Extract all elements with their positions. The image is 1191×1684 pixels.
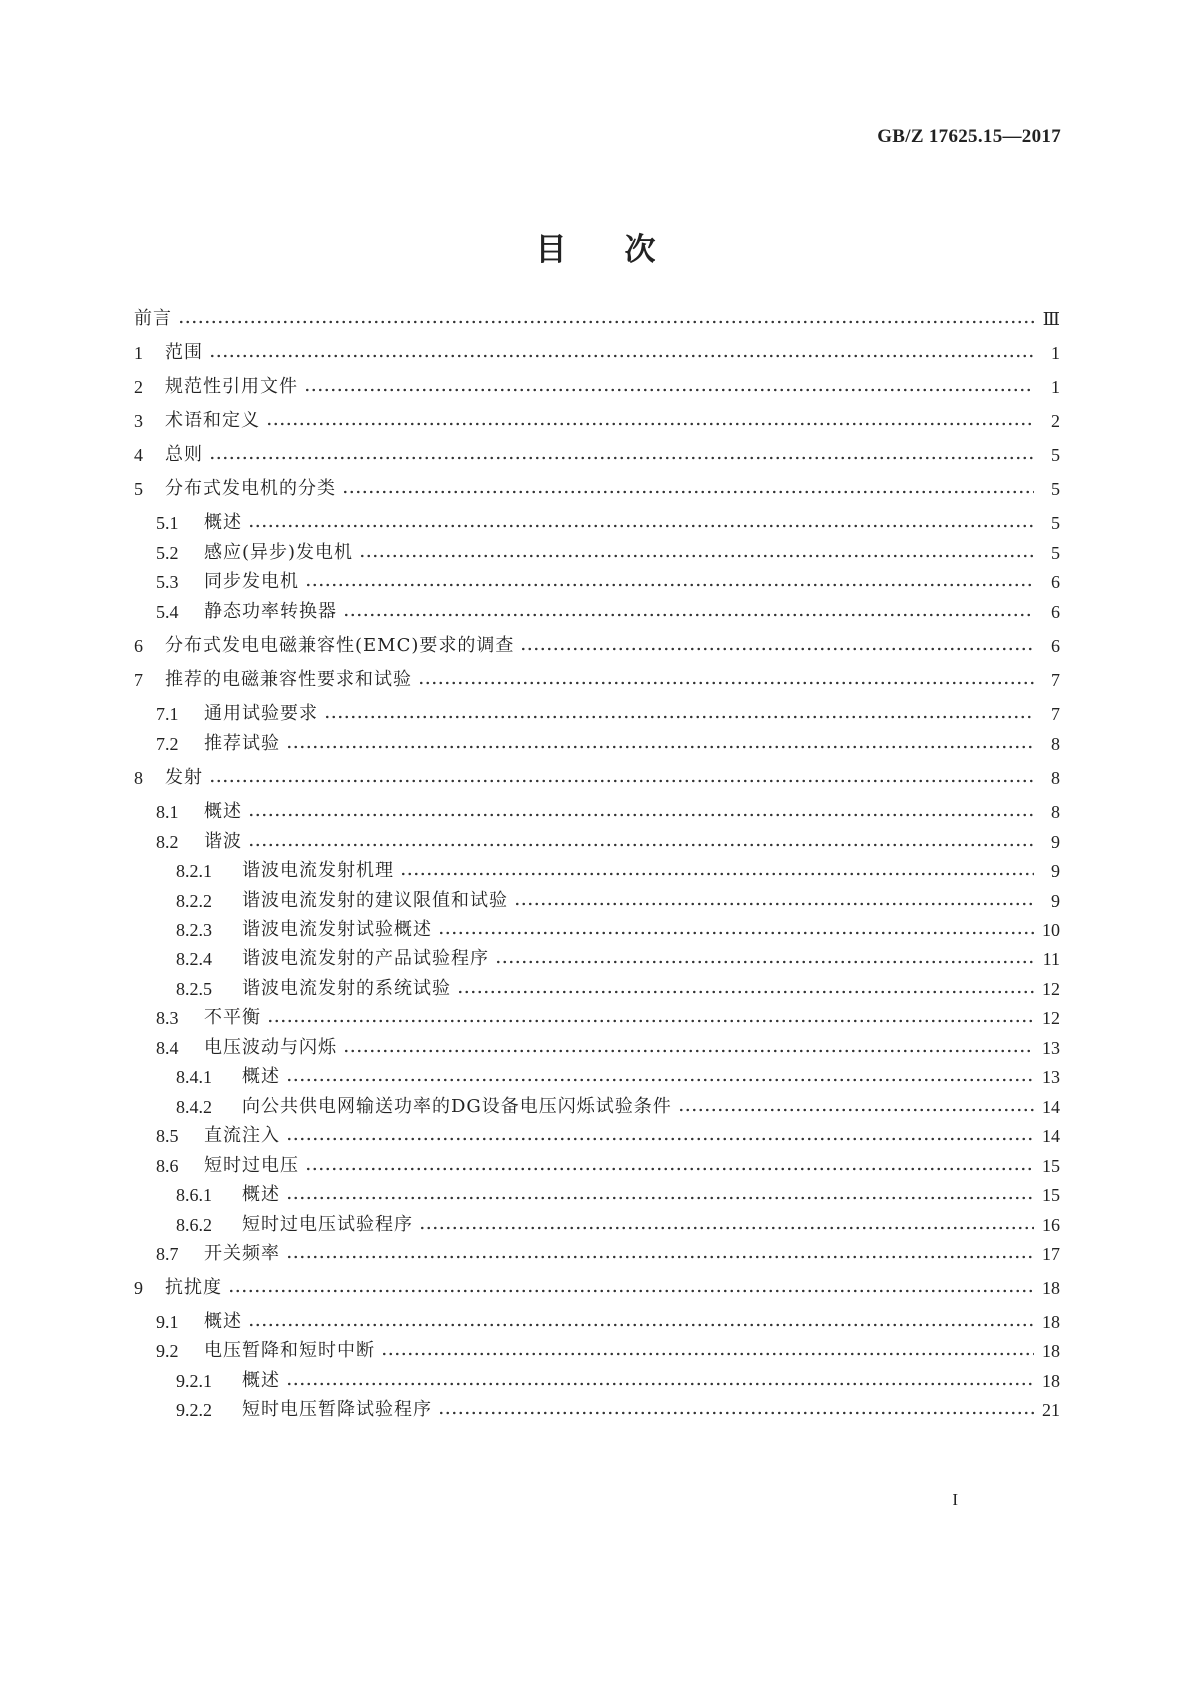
toc-entry-number: 4 [134,445,143,465]
toc-entry[interactable] [156,597,1060,627]
toc-entry[interactable] [176,1395,1060,1425]
toc-entry[interactable] [134,372,1060,402]
toc-entry-label: 短时电压暂降试验程序 [242,1399,432,1420]
dot-leader [457,983,1034,1001]
page-title: 目次 [535,232,714,268]
dot-leader [343,606,1034,624]
toc-entry-number: 5.2 [156,543,179,563]
dot-leader [520,640,1034,658]
toc-entry-number: 7.1 [156,704,179,724]
toc-entry-page: Ⅲ [1042,309,1060,329]
toc-entry[interactable] [176,886,1060,916]
toc-entry-page: 18 [1042,1312,1060,1332]
dot-leader [266,415,1034,433]
toc-entry-label: 总则 [165,444,203,465]
toc-entry-number: 6 [134,636,143,656]
dot-leader [248,806,1034,824]
toc-entry-number: 8.2.4 [176,949,212,969]
toc-entry[interactable] [156,1151,1060,1181]
toc-entry-number: 2 [134,377,143,397]
dot-leader [438,1404,1034,1422]
toc-entry-label: 概述 [204,1311,242,1332]
dot-leader [678,1101,1034,1119]
toc-entry-number: 5.3 [156,572,179,592]
toc-entry[interactable] [134,763,1060,793]
toc-entry-number: 8.4 [156,1038,179,1058]
toc-entry[interactable] [134,1273,1060,1303]
toc-entry-label: 分布式发电电磁兼容性(EMC)要求的调查 [165,635,515,656]
toc-entry-page: 18 [1042,1371,1060,1391]
toc-entry[interactable] [134,440,1060,470]
toc-entry[interactable] [176,944,1060,974]
toc-entry-number: 9.2.1 [176,1371,212,1391]
toc-entry-number: 8.6.2 [176,1215,212,1235]
dot-leader [209,772,1034,790]
toc-entry-page: 18 [1042,1341,1060,1361]
dot-leader [267,1012,1034,1030]
toc-entry-number: 9 [134,1278,143,1298]
toc-entry-number: 8.4.2 [176,1097,212,1117]
toc-entry[interactable] [134,474,1060,504]
toc-entry-label: 谐波电流发射的系统试验 [242,978,451,999]
toc-entry-number: 8.6 [156,1156,179,1176]
dot-leader [248,1316,1034,1334]
toc-entry-label: 开关频率 [204,1243,280,1264]
toc-entry-number: 8 [134,768,143,788]
toc-entry-page: 8 [1051,768,1060,788]
toc-entry[interactable] [156,1033,1060,1063]
toc-entry-label: 概述 [242,1066,280,1087]
toc-entry-label: 通用试验要求 [204,703,318,724]
toc-entry-number: 8.2.1 [176,861,212,881]
toc-entry-page: 5 [1051,479,1060,499]
toc-entry-page: 5 [1051,513,1060,533]
toc-entry-page: 14 [1042,1126,1060,1146]
toc-entry-label: 谐波电流发射的建议限值和试验 [242,890,508,911]
dot-leader [286,1248,1034,1266]
dot-leader [324,708,1034,726]
toc-entry[interactable] [134,406,1060,436]
table-of-contents [134,0,1060,1684]
dot-leader [343,1042,1034,1060]
toc-entry-page: 17 [1042,1244,1060,1264]
dot-leader [228,1282,1034,1300]
toc-entry-page: 12 [1042,1008,1060,1028]
toc-entry[interactable] [156,538,1060,568]
toc-entry[interactable] [156,699,1060,729]
toc-entry-label: 感应(异步)发电机 [204,542,354,563]
toc-entry[interactable] [156,827,1060,857]
toc-entry-number: 3 [134,411,143,431]
toc-entry-page: 18 [1042,1278,1060,1298]
dot-leader [418,674,1034,692]
toc-entry-label: 概述 [204,512,242,533]
toc-entry-label: 前言 [134,308,172,329]
toc-entry-number: 5.1 [156,513,179,533]
toc-entry-page: 15 [1042,1156,1060,1176]
toc-entry-number: 1 [134,343,143,363]
toc-entry-number: 8.3 [156,1008,179,1028]
toc-entry[interactable] [176,1180,1060,1210]
toc-entry-label: 向公共供电网输送功率的DG设备电压闪烁试验条件 [242,1096,672,1117]
toc-entry-label: 分布式发电机的分类 [165,478,336,499]
toc-entry-label: 推荐的电磁兼容性要求和试验 [165,669,412,690]
dot-leader [248,836,1034,854]
toc-entry-label: 电压暂降和短时中断 [204,1340,375,1361]
toc-entry[interactable] [134,338,1060,368]
toc-entry-number: 5 [134,479,143,499]
toc-entry-number: 5.4 [156,602,179,622]
toc-entry-page: 1 [1051,377,1060,397]
toc-entry-page: 14 [1042,1097,1060,1117]
toc-entry[interactable] [156,1336,1060,1366]
toc-entry[interactable] [156,508,1060,538]
toc-entry[interactable] [134,665,1060,695]
toc-entry-label: 谐波电流发射的产品试验程序 [242,948,489,969]
toc-entry[interactable] [156,729,1060,759]
toc-entry-page: 9 [1051,832,1060,852]
toc-entry[interactable] [156,797,1060,827]
toc-entry[interactable] [156,1239,1060,1269]
toc-entry-label: 概述 [204,801,242,822]
toc-entry[interactable] [156,1307,1060,1337]
toc-entry-page: 9 [1051,861,1060,881]
dot-leader [381,1345,1034,1363]
dot-leader [438,924,1034,942]
dot-leader [359,547,1034,565]
toc-entry[interactable] [156,1121,1060,1151]
toc-entry[interactable] [176,856,1060,886]
toc-entry-label: 谐波 [204,831,242,852]
toc-entry-page: 21 [1042,1400,1060,1420]
toc-entry-label: 静态功率转换器 [204,601,337,622]
toc-entry[interactable] [134,304,1060,334]
toc-entry-number: 8.7 [156,1244,179,1264]
toc-entry-label: 谐波电流发射试验概述 [242,919,432,940]
toc-entry-number: 8.6.1 [176,1185,212,1205]
toc-entry-number: 8.2.3 [176,920,212,940]
toc-entry-label: 谐波电流发射机理 [242,860,394,881]
toc-entry[interactable] [176,1092,1060,1122]
toc-entry-label: 同步发电机 [204,571,299,592]
page-number: I [952,1490,958,1509]
toc-entry-label: 概述 [242,1370,280,1391]
toc-entry-number: 9.2.2 [176,1400,212,1420]
dot-leader [286,1375,1034,1393]
toc-entry-page: 2 [1051,411,1060,431]
toc-entry-label: 发射 [165,767,203,788]
toc-entry-page: 6 [1051,602,1060,622]
dot-leader [286,1071,1034,1089]
toc-entry[interactable] [156,567,1060,597]
toc-entry-page: 1 [1051,343,1060,363]
toc-entry-page: 6 [1051,636,1060,656]
toc-entry[interactable] [176,974,1060,1004]
toc-entry-page: 12 [1042,979,1060,999]
toc-entry[interactable] [176,1366,1060,1396]
toc-entry-label: 范围 [165,342,203,363]
toc-entry[interactable] [176,1062,1060,1092]
toc-entry[interactable] [176,1210,1060,1240]
toc-entry-label: 推荐试验 [204,733,280,754]
dot-leader [514,895,1034,913]
dot-leader [304,381,1034,399]
toc-entry-label: 抗扰度 [165,1277,222,1298]
dot-leader [248,517,1034,535]
toc-entry[interactable] [134,631,1060,661]
toc-entry-page: 7 [1051,704,1060,724]
toc-entry-page: 7 [1051,670,1060,690]
dot-leader [419,1219,1034,1237]
dot-leader [286,1130,1034,1148]
toc-entry-number: 7 [134,670,143,690]
toc-entry-page: 8 [1051,734,1060,754]
toc-entry-label: 不平衡 [204,1007,261,1028]
toc-entry-label: 直流注入 [204,1125,280,1146]
toc-entry-number: 8.2.5 [176,979,212,999]
toc-entry-label: 概述 [242,1184,280,1205]
dot-leader [209,449,1034,467]
toc-entry-label: 短时过电压试验程序 [242,1214,413,1235]
dot-leader [286,738,1034,756]
toc-entry[interactable] [176,915,1060,945]
dot-leader [305,1160,1034,1178]
toc-entry-page: 9 [1051,891,1060,911]
toc-entry-page: 5 [1051,543,1060,563]
toc-entry-label: 术语和定义 [165,410,260,431]
toc-entry-number: 8.1 [156,802,179,822]
toc-entry-page: 5 [1051,445,1060,465]
standard-code: GB/Z 17625.15—2017 [877,126,1061,147]
toc-entry-label: 电压波动与闪烁 [204,1037,337,1058]
toc-entry-page: 6 [1051,572,1060,592]
dot-leader [495,953,1034,971]
dot-leader [209,347,1034,365]
toc-entry-number: 8.2 [156,832,179,852]
dot-leader [342,483,1034,501]
toc-entry-number: 8.5 [156,1126,179,1146]
toc-entry-number: 8.2.2 [176,891,212,911]
toc-entry-page: 11 [1042,949,1060,969]
toc-entry-page: 13 [1042,1067,1060,1087]
toc-entry-label: 规范性引用文件 [165,376,298,397]
toc-entry-number: 8.4.1 [176,1067,212,1087]
toc-entry[interactable] [156,1003,1060,1033]
toc-entry-number: 9.1 [156,1312,179,1332]
dot-leader [400,865,1034,883]
dot-leader [178,313,1034,331]
toc-entry-number: 9.2 [156,1341,179,1361]
dot-leader [286,1189,1034,1207]
toc-entry-number: 7.2 [156,734,179,754]
toc-entry-page: 10 [1042,920,1060,940]
toc-entry-page: 16 [1042,1215,1060,1235]
toc-entry-page: 8 [1051,802,1060,822]
toc-entry-page: 13 [1042,1038,1060,1058]
toc-entry-label: 短时过电压 [204,1155,299,1176]
toc-entry-page: 15 [1042,1185,1060,1205]
dot-leader [305,576,1034,594]
